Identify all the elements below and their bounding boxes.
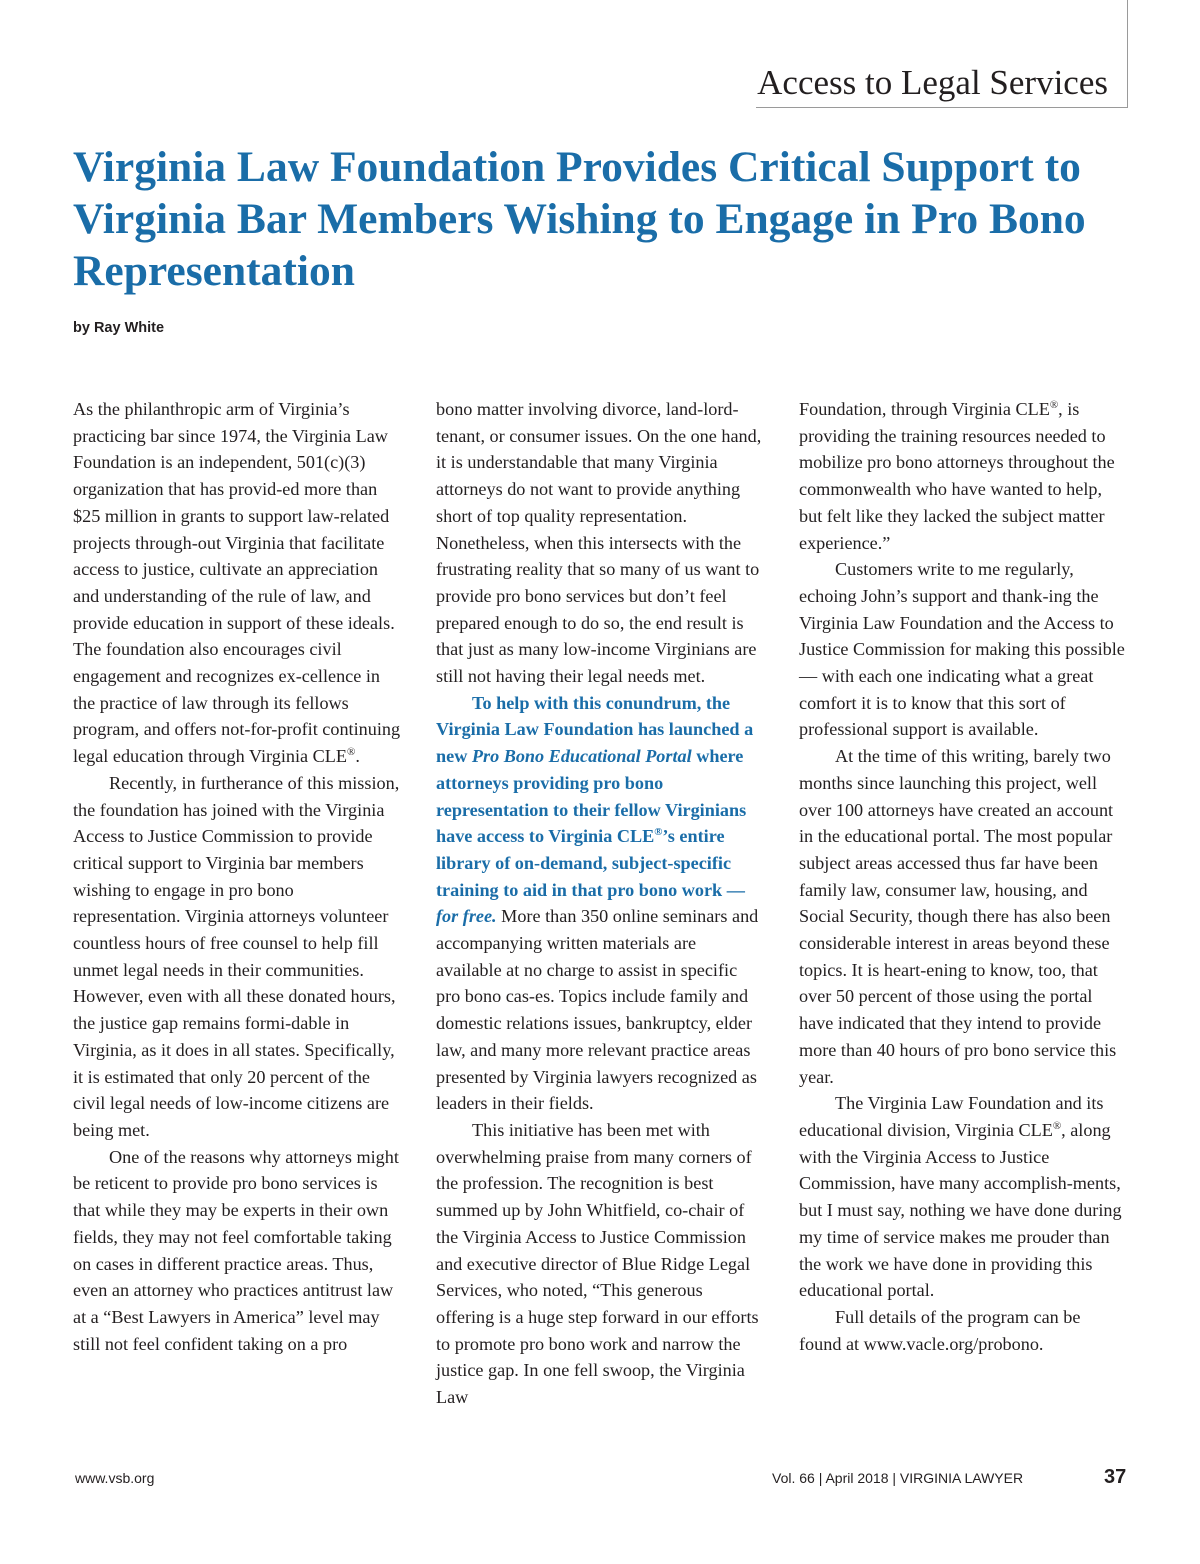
footer-issue: Vol. 66 | April 2018 | VIRGINIA LAWYER — [772, 1470, 1024, 1486]
page-number: 37 — [1104, 1466, 1127, 1488]
col3-paragraph-1: Foundation, through Virginia CLE®, is providing the training resources needed to mobilize pro bono attorneys throughout the commonwealth who have wanted to help, but felt like they lacked the subject matter experience.” — [799, 398, 1115, 553]
registered-mark: ® — [654, 826, 663, 839]
col3-paragraph-4: The Virginia Law Foundation and its educational division, Virginia CLE®, along with the Virginia Access to Justice Commission, have many accomplish-ments, but I must say, nothing we have done during my time of service makes me prouder than the work we have done in providing this educational portal. — [799, 1093, 1122, 1301]
col1-paragraph-2: Recently, in furtherance of this mission, the foundation has joined with the Virginia Access to Justice Commission to provide critical support to Virginia bar members wishing to engage in pro bono representation. Virginia attorneys volunteer countless hours of free counsel to help fill unmet legal needs in their communities. However, even with all these donated hours, the justice gap remains formi-dable in Virginia, as it does in all states. Specifically, it is estimated that only 20 percent of the civil legal needs of low-income citizens are being met. — [73, 772, 400, 1140]
header-rule-vertical — [1127, 0, 1128, 108]
highlight-text: To help with this conundrum, the Virginia Law Foundation has launched a new Pro Bono Educational Portal where attorneys providing pro bono representation to their fellow Virginians have access to Virginia CLE®’s entire library of on-demand, subject-specific training to aid in that pro bono work — for free. — [436, 692, 754, 927]
section-label: Access to Legal Services — [757, 63, 1108, 102]
col2-paragraph-1: bono matter involving divorce, land-lord-tenant, or consumer issues. On the one hand, it is understandable that many Virginia attorneys do not want to provide anything short of top quality representation. Nonetheless, when this intersects with the frustrating reality that so many of us want to provide pro bono services but don’t feel prepared enough to do so, the end result is that just as many low-income Virginians are still not having their legal needs met. — [436, 399, 762, 687]
registered-mark: ® — [1052, 1119, 1062, 1132]
registered-mark: ® — [347, 746, 356, 759]
column-2 — [436, 396, 764, 1411]
byline: by Ray White — [73, 320, 165, 336]
footer-website: www.vsb.org — [75, 1470, 155, 1486]
col3-paragraph-5: Full details of the program can be found at www.vacle.org/probono. — [799, 1306, 1081, 1354]
col3-paragraph-3: At the time of this writing, barely two months since launching this project, well over 100 attorneys have created an account in the educational portal. The most popular subject areas accessed thus far have been family law, consumer law, housing, and Social Security, though there has also been considerable interest in areas beyond these topics. It is heart-ening to know, too, that over 50 percent of those using the portal have indicated that they intend to provide more than 40 hours of pro bono service this year. — [799, 746, 1117, 1087]
column-1 — [73, 396, 401, 1357]
col3-paragraph-2: Customers write to me regularly, echoing John’s support and thank-ing the Virginia Law Foundation and the Access to Justice Commission for making this possible — with each one indicating what a great comfort it is to know that this sort of professional support is available. — [799, 559, 1125, 740]
article-title: Virginia Law Foundation Provides Critical Support to Virginia Bar Members Wishing to Engage in Pro Bono Representation — [73, 143, 1086, 295]
for-free-emphasis: for free. — [436, 906, 497, 927]
col2-paragraph-3: This initiative has been met with overwhelming praise from many corners of the profession. The recognition is best summed up by John Whitfield, co-chair of the Virginia Access to Justice Commission and executive director of Blue Ridge Legal Services, who noted, “This generous offering is a huge step forward in our efforts to promote pro bono work and narrow the justice gap. In one fell swoop, the Virginia Law — [436, 1119, 759, 1408]
col1-paragraph-1: As the philanthropic arm of Virginia’s practicing bar since 1974, the Virginia Law Foundation is an independent, 501(c)(3) organization that has provid-ed more than $25 million in grants to support law-related projects through-out Virginia that facilitate access to justice, cultivate an appreciation and understanding of the rule of law, and provide education in support of these ideals. The foundation also encourages civil engagement and recognizes ex-cellence in the practice of law through its fellows program, and offers not-for-profit continuing legal education through Virginia CLE®. — [73, 399, 401, 767]
header-rule-horizontal — [756, 107, 1128, 108]
portal-name: Pro Bono Educational Portal — [471, 746, 692, 767]
registered-mark: ® — [1049, 398, 1059, 411]
col1-paragraph-3: One of the reasons why attorneys might be reticent to provide pro bono services is that while they may be experts in their own fields, they may not feel comfortable taking on cases in different practice areas. Thus, even an attorney who practices antitrust law at a “Best Lawyers in America” level may still not feel confident taking on a pro — [73, 1146, 399, 1354]
col2-paragraph-2: To help with this conundrum, the Virginia Law Foundation has launched a new Pro Bono Educational Portal where attorneys providing pro bono representation to their fellow Virginians have access to Virginia CLE®’s entire library of on-demand, subject-specific training to aid in that pro bono work — for free. More than 350 online seminars and accompanying written materials are available at no charge to assist in specific pro bono cas-es. Topics include family and domestic relations issues, bankruptcy, elder law, and many more relevant practice areas presented by Virginia lawyers recognized as leaders in their fields. — [436, 692, 759, 1114]
column-3 — [799, 396, 1127, 1357]
